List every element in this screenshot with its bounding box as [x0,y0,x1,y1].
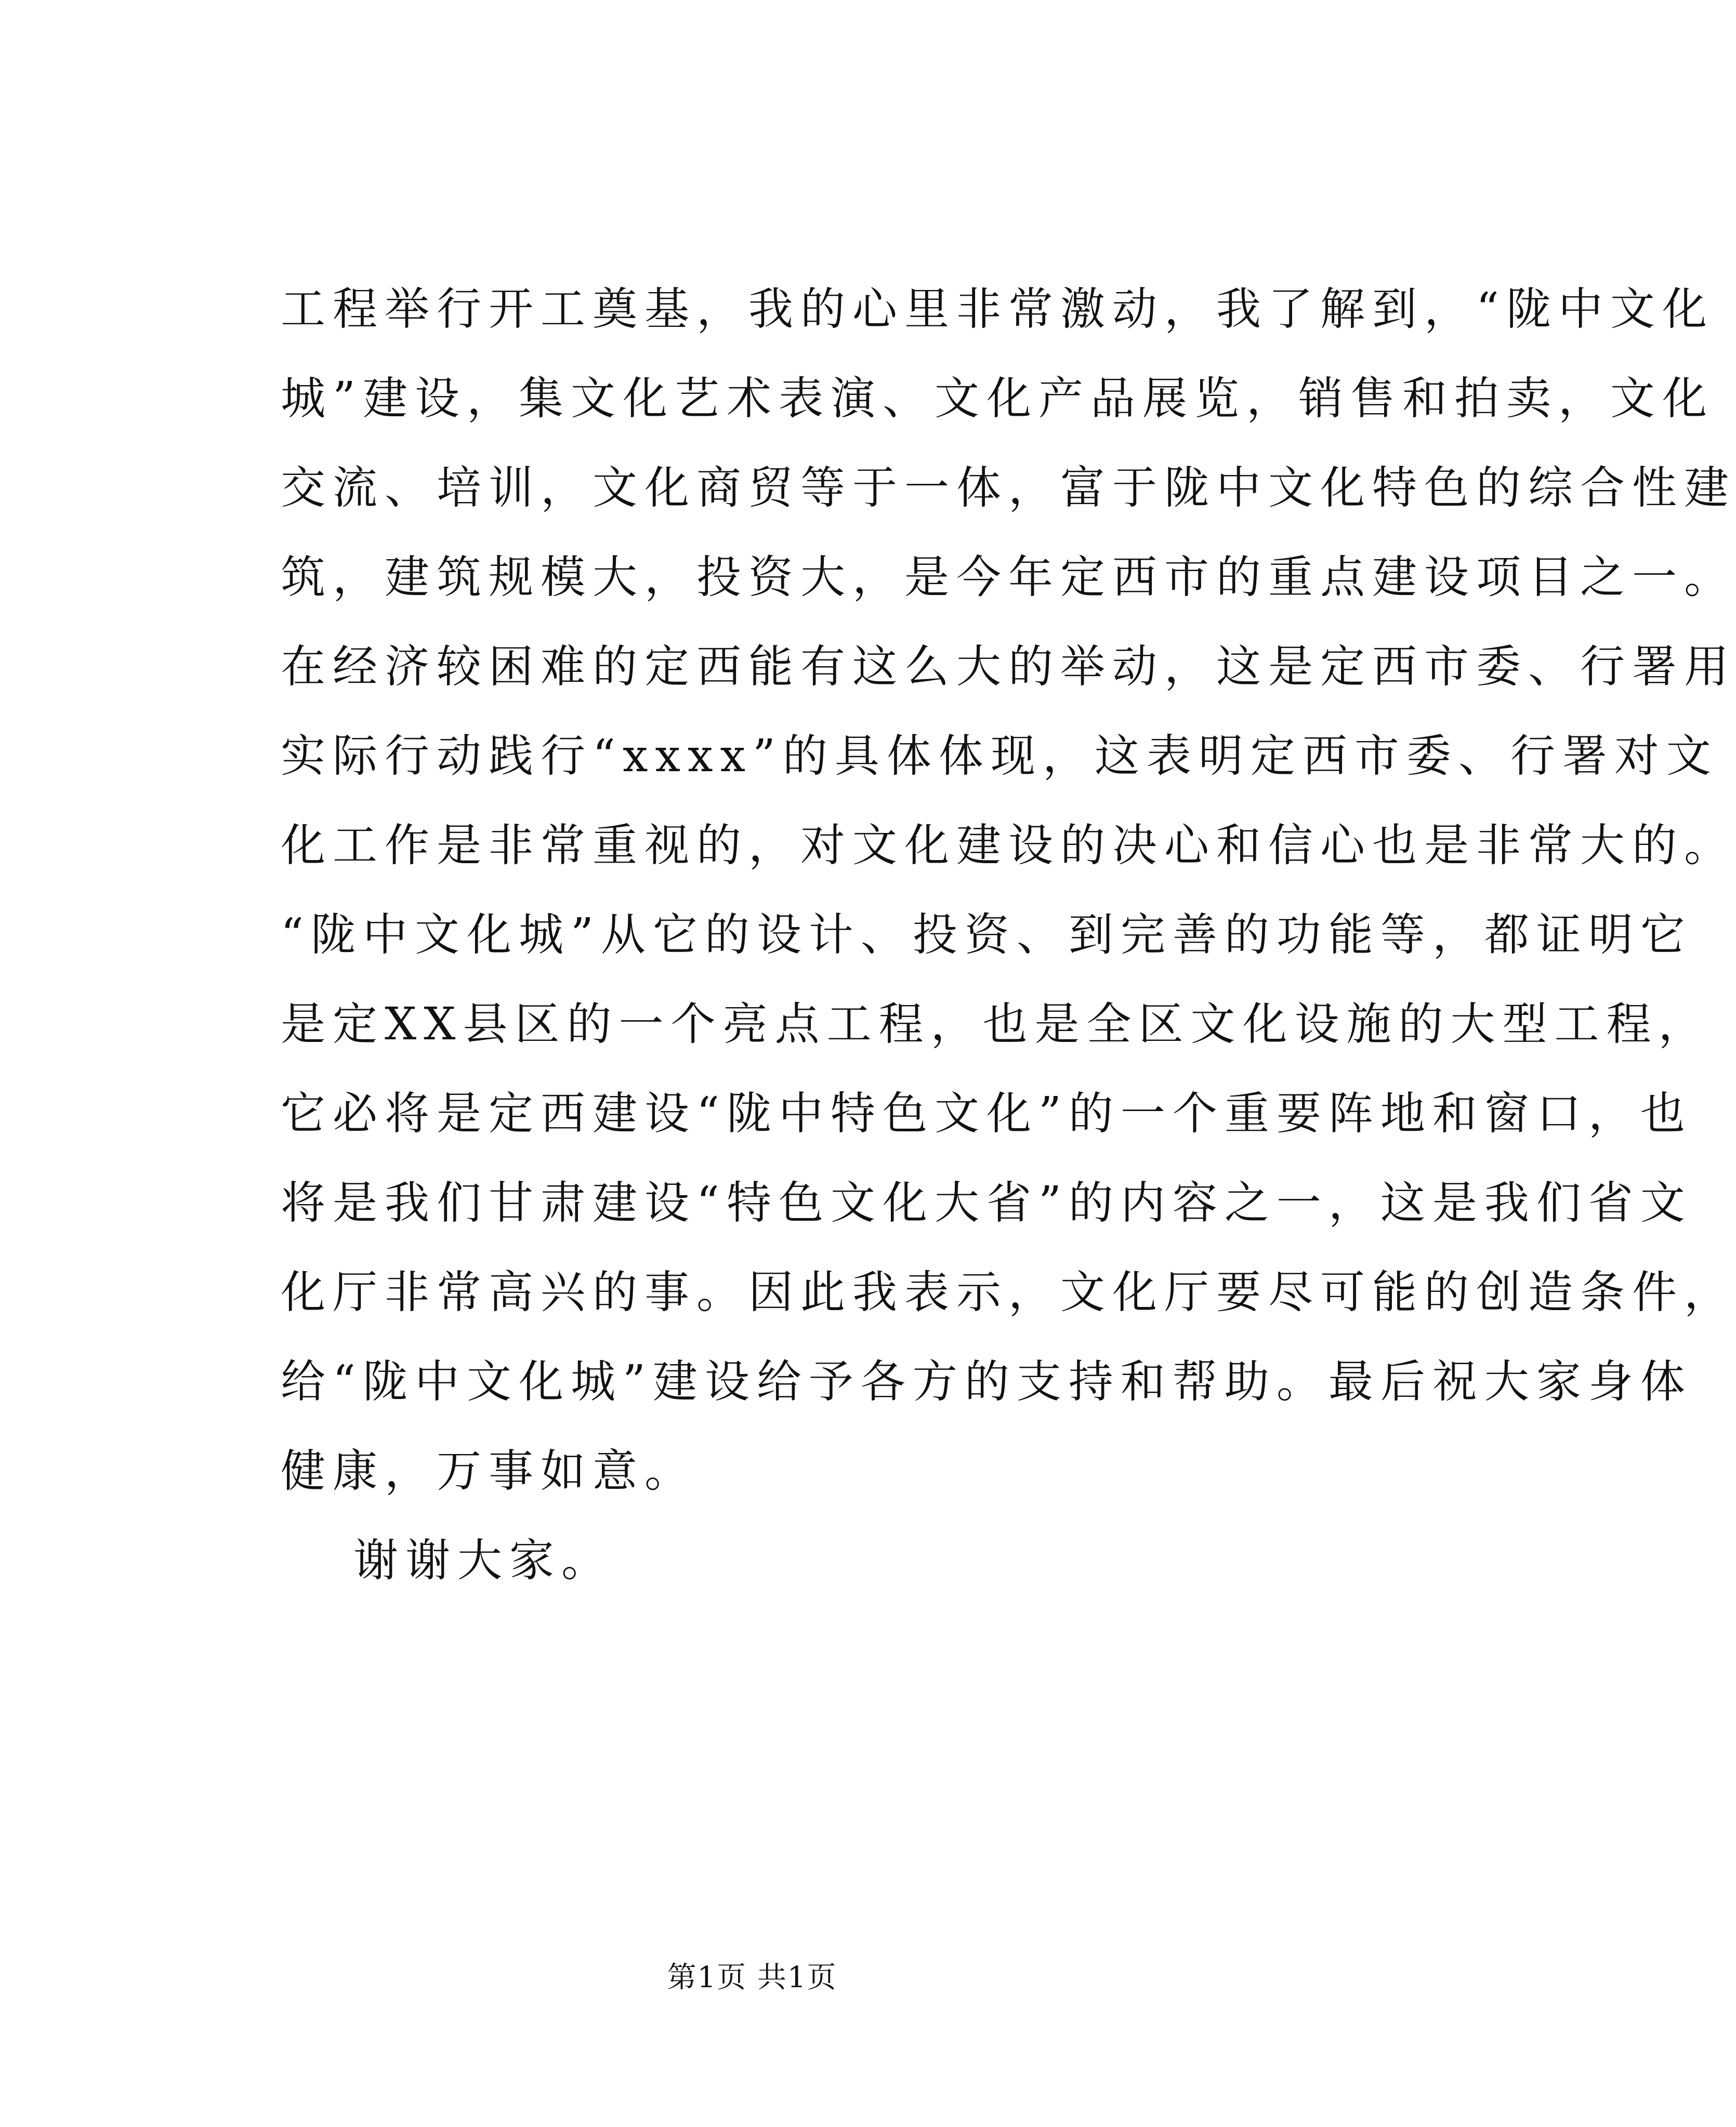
text-line: 给“陇中文化城”建设给予各方的支持和帮助。最后祝大家身体 [281,1356,1692,1408]
page-number-footer: 第1页 共1页 [667,1961,837,1994]
text-line: 在经济较困难的定西能有这么大的举动，这是定西市委、行署用 [281,641,1736,693]
text-line: 是定XX县区的一个亮点工程，也是全区文化设施的大型工程， [281,998,1711,1050]
text-line: 工程举行开工奠基，我的心里非常激动，我了解到，“陇中文化 [281,283,1714,335]
text-line: 交流、培训，文化商贸等于一体，富于陇中文化特色的综合性建 [281,462,1736,514]
text-line: 筑，建筑规模大，投资大，是今年定西市的重点建设项目之一。 [281,551,1736,603]
text-line: “陇中文化城”从它的设计、投资、到完善的功能等，都证明它 [281,909,1692,961]
text-line: 实际行动践行“xxxx”的具体体现，这表明定西市委、行署对文 [281,730,1718,782]
text-line: 城”建设，集文化艺术表演、文化产品展览，销售和拍卖，文化 [281,373,1714,425]
closing-line: 谢谢大家。 [353,1535,613,1587]
text-line: 健康，万事如意。 [281,1445,696,1497]
text-line: 将是我们甘肃建设“特色文化大省”的内容之一，这是我们省文 [281,1177,1692,1229]
text-line: 化工作是非常重视的，对文化建设的决心和信心也是非常大的。 [281,820,1736,871]
text-line: 化厅非常高兴的事。因此我表示，文化厅要尽可能的创造条件， [281,1266,1736,1318]
text-line: 它必将是定西建设“陇中特色文化”的一个重要阵地和窗口，也 [281,1088,1692,1140]
